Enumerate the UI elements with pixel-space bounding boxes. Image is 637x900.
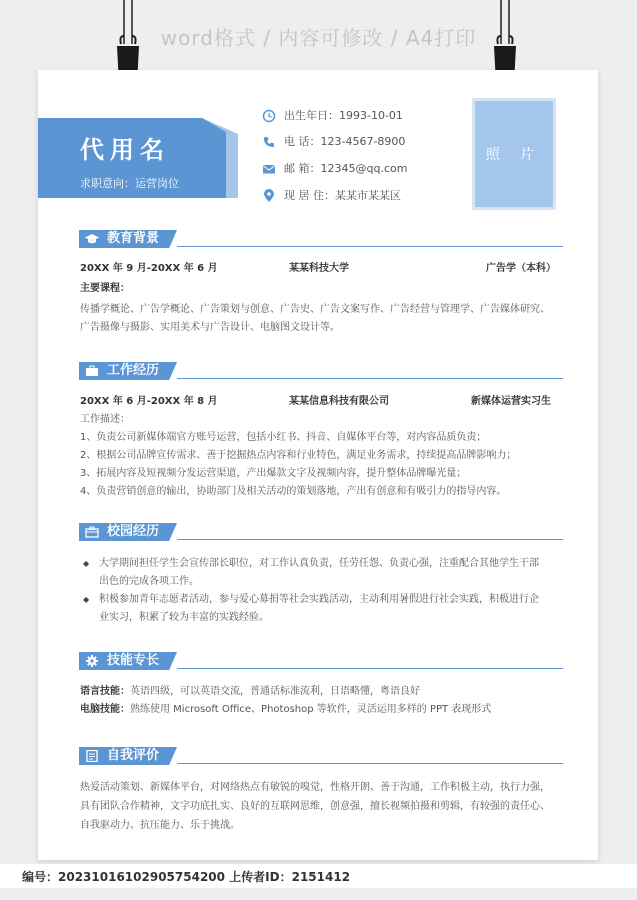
skill-computer: 电脑技能：熟练使用 Microsoft Office、Photoshop 等软件，灵活运用多样的 PPT 表现形式 [80, 704, 492, 715]
gear-icon [85, 655, 99, 667]
footer-id-text: 编号：20231016102905754200 上传者ID：2151412 [22, 870, 351, 884]
edu-course-label: 主要课程： [80, 283, 130, 294]
work-item-4: 4、负责营销创意的输出，协助部门及相关活动的策划落地，产出有创意和有吸引力的指导内容。 [80, 486, 507, 497]
work-role: 新媒体运营实习生 [471, 396, 551, 407]
photo-label: 照 片 [485, 147, 543, 163]
bag-icon [85, 526, 99, 538]
briefcase-icon [85, 365, 99, 377]
self-line1: 热爱活动策划、新媒体平台，对网络热点有敏锐的嗅觉，性格开朗、善于沟通，工作积极主动，执行力强， [80, 782, 550, 793]
graduation-cap-icon [85, 233, 99, 245]
location-icon [262, 189, 276, 203]
job-intention: 求职意向：运营岗位 [80, 177, 179, 190]
section-skills-header: 技能专长 [79, 652, 563, 670]
edu-major: 广告学（本科） [486, 263, 556, 274]
section-campus-header: 校园经历 [79, 523, 563, 541]
candidate-name: 代用名 [80, 136, 170, 164]
section-education-header: 教育背景 [79, 230, 563, 248]
self-line2: 具有团队合作精神，文字功底扎实、良好的互联网思维，创意强，擅长视频拍摄和剪辑，有较强的责任心、 [80, 801, 550, 812]
document-icon [85, 750, 99, 762]
edu-period: 20XX 年 9 月-20XX 年 6 月 [80, 263, 218, 274]
work-company: 某某信息科技有限公司 [289, 396, 389, 407]
campus-item-2-line2: 业实习，积累了较为丰富的实践经验。 [99, 612, 269, 623]
campus-item-1-line1: ◆ 大学期间担任学生会宣传部长职位，对工作认真负责，任劳任怨、负责心强，注重配合其他学生干部 [99, 557, 539, 571]
edu-courses-line2: 广告摄像与摄影、实用美术与广告设计、电脑图文设计等。 [80, 322, 340, 333]
section-work-header: 工作经历 [79, 362, 563, 380]
skill-language: 语言技能：英语四级，可以英语交流，普通话标准流利，日语略懂，粤语良好 [80, 686, 420, 697]
edu-courses-line1: 传播学概论、广告学概论、广告策划与创意、广告史、广告文案写作、广告经营与管理学、广告媒体研究、 [80, 304, 550, 315]
top-caption: word格式 / 内容可修改 / A4打印 [160, 26, 477, 50]
work-item-1: 1、负责公司新媒体端官方账号运营，包括小红书、抖音、自媒体平台等，对内容品质负责； [80, 432, 487, 443]
mail-icon [262, 162, 276, 176]
work-item-2: 2、根据公司品牌宣传需求、善于挖掘热点内容和行业特色，满足业务需求，持续提高品牌影响力； [80, 450, 517, 461]
clock-icon [262, 109, 276, 123]
phone-icon [262, 135, 276, 149]
work-item-3: 3、拓展内容及短视频分发运营渠道，产出爆款文字及视频内容，提升整体品牌曝光量； [80, 468, 467, 479]
footer-bar [0, 864, 637, 888]
campus-item-2-line1: ◆ 积极参加青年志愿者活动，参与爱心募捐等社会实践活动，主动利用暑假进行社会实践，积极进行企 [99, 593, 539, 607]
self-line3: 自我驱动力、抗压能力、乐于挑战。 [80, 820, 240, 831]
edu-school: 某某科技大学 [289, 263, 349, 274]
work-desc-label: 工作描述： [80, 414, 130, 425]
campus-item-1-line2: 出色的完成各项工作。 [99, 576, 199, 587]
work-period: 20XX 年 6 月-20XX 年 8 月 [80, 396, 218, 407]
section-self-header: 自我评价 [79, 747, 563, 765]
